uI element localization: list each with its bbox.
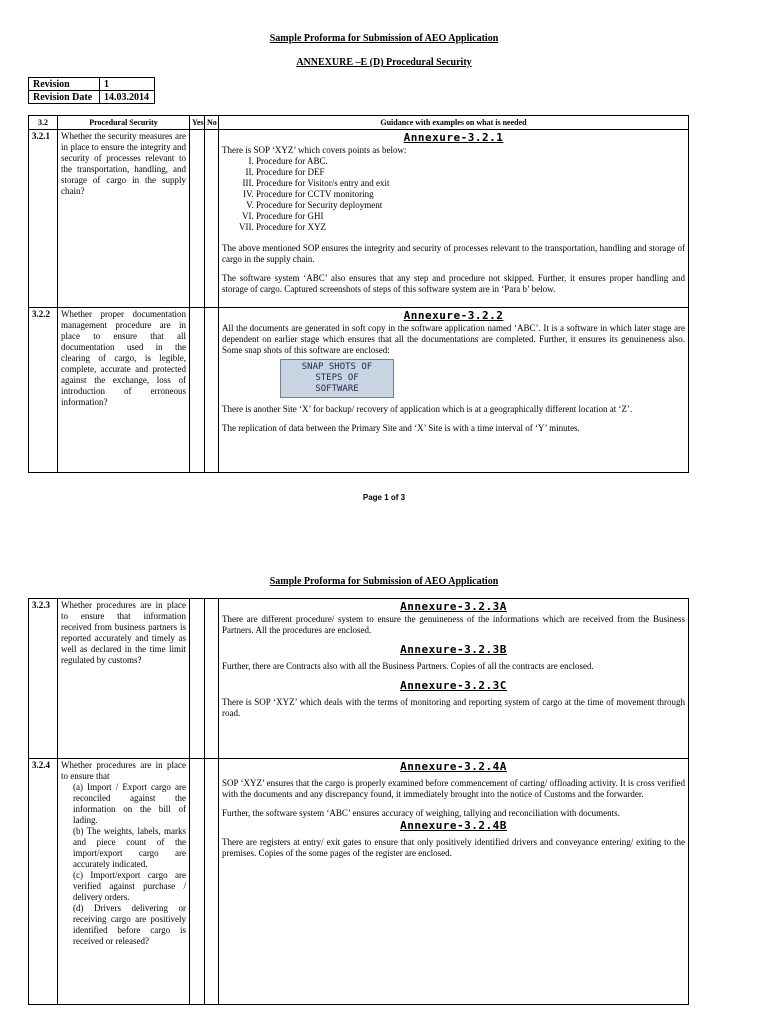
page-title: Sample Proforma for Submission of AEO Application — [269, 33, 499, 44]
table-header-row — [29, 116, 689, 130]
revision-table — [28, 77, 155, 104]
row-question: Whether procedures are in place to ensure that — [61, 760, 186, 781]
guidance-paragraph: There are registers at entry/ exit gates to ensure that only positively identified drivers and conveyance entering/ exiting to the premises. Copies of the some pages of the register are enclosed. — [222, 837, 685, 858]
guidance-paragraph: The replication of data between the Primary Site and ‘X’ Site is with a time interval of ‘Y’ minutes. — [222, 423, 580, 433]
yes-cell — [190, 130, 205, 308]
annexure-subtitle: ANNEXURE –E (D) Procedural Security — [296, 57, 472, 68]
no-cell — [205, 130, 219, 308]
guidance-paragraph: All the documents are generated in soft copy in the software application named ‘ABC’. It is a software in which later stage are dependent on earlier stage which ensures that all the documentations are completed. Further, it ensures its genuineness also. Some snap shots of this software are enclosed: — [222, 323, 685, 355]
list-marker: (d) — [73, 903, 84, 913]
no-cell — [205, 759, 219, 1005]
yes-cell — [190, 759, 205, 1005]
guidance-paragraph: There are different procedure/ system to ensure the genuineness of the informations which are received from the Business Partners. All the procedures are enclosed. — [222, 614, 685, 635]
no-cell — [205, 599, 219, 759]
guidance-paragraph: Further, there are Contracts also with all the Business Partners. Copies of all the contracts are enclosed. — [222, 661, 594, 671]
yes-cell — [190, 308, 205, 473]
list-item: I. Procedure for ABC. — [256, 156, 685, 167]
list-text: Import/export cargo are verified against purchase / delivery orders. — [73, 870, 186, 902]
row-question: Whether the security measures are in place to ensure the integrity and security of processes relevant to the transportation, handling, and storage of cargo in the supply chain? — [58, 130, 190, 308]
sub-question-list — [61, 782, 186, 947]
list-text: The weights, labels, marks and piece count of the import/export cargo are accurately indicated. — [73, 826, 186, 869]
header-topic: Procedural Security — [58, 116, 190, 130]
row-question: Whether procedures are in place to ensure that information received from business partners is reported accurately and timely as well as declared in the time limit regulated by customs? — [58, 599, 190, 759]
row-num: 3.2.1 — [29, 130, 58, 308]
annexure-heading: Annexure-3.2.4A — [400, 760, 507, 773]
list-item: II. Procedure for DEF — [256, 167, 685, 178]
header-guidance: Guidance with examples on what is needed — [219, 116, 689, 130]
page-title: Sample Proforma for Submission of AEO Application — [269, 576, 499, 587]
snapshot-caption: SOFTWARE — [315, 384, 359, 394]
list-marker: (c) — [73, 870, 83, 880]
header-num: 3.2 — [29, 116, 58, 130]
header-no: No — [205, 116, 219, 130]
procedural-security-table-continued — [28, 598, 689, 1005]
header-yes: Yes — [190, 116, 205, 130]
annexure-heading: Annexure-3.2.3A — [400, 600, 507, 613]
revision-label: Revision — [29, 78, 100, 91]
procedural-security-table — [28, 115, 689, 473]
list-text: Import / Export cargo are reconciled against the information on the bill of lading. — [73, 782, 186, 825]
annexure-heading: Annexure-3.2.3B — [400, 643, 507, 656]
row-question-cell — [58, 759, 190, 1005]
annexure-heading: Annexure-3.2.1 — [403, 131, 504, 144]
page-number: Page 1 of 3 — [362, 493, 406, 502]
table-row — [29, 308, 689, 473]
row-question: Whether proper documentation management procedure are in place to ensure that all documentation used in the clearing of cargo, is legible, complete, accurate and protected against the exchange, loss of introduction of erroneous information? — [58, 308, 190, 473]
snapshot-caption: STEPS OF — [315, 373, 359, 383]
yes-cell — [190, 599, 205, 759]
guidance-intro: There is SOP ‘XYZ’ which covers points as below: — [222, 145, 407, 155]
guidance-paragraph: There is another Site ‘X’ for backup/ recovery of application which is at a geographically different location at ‘Z’. — [222, 404, 633, 414]
list-item: VI. Procedure for GHI — [256, 211, 685, 222]
list-item: III. Procedure for Visitor/s entry and exit — [256, 178, 685, 189]
guidance-cell — [219, 308, 689, 473]
snapshot-placeholder-image — [280, 359, 394, 398]
list-item: IV. Procedure for CCTV monitoring — [256, 189, 685, 200]
row-num: 3.2.3 — [29, 599, 58, 759]
guidance-paragraph: The above mentioned SOP ensures the integrity and security of processes relevant to the transportation, handling and storage of cargo in the supply chain. — [222, 243, 685, 264]
list-marker: (a) — [73, 782, 83, 792]
revision-date-label: Revision Date — [29, 91, 100, 104]
guidance-paragraph: There is SOP ‘XYZ’ which deals with the terms of monitoring and reporting system of cargo at the time of movement through road. — [222, 697, 685, 718]
procedure-list — [222, 156, 685, 233]
list-item: VII. Procedure for XYZ — [256, 222, 685, 233]
annexure-heading: Annexure-3.2.2 — [403, 309, 504, 322]
list-item — [73, 903, 186, 947]
list-item — [73, 870, 186, 903]
annexure-heading: Annexure-3.2.3C — [400, 679, 507, 692]
list-item: V. Procedure for Security deployment — [256, 200, 685, 211]
revision-value: 1 — [100, 78, 155, 91]
guidance-cell — [219, 599, 689, 759]
guidance-cell — [219, 130, 689, 308]
list-item — [73, 782, 186, 826]
list-item — [73, 826, 186, 870]
snapshot-caption: SNAP SHOTS OF — [301, 362, 373, 372]
guidance-paragraph: Further, the software system ‘ABC’ ensures accuracy of weighing, tallying and reconciliation with documents. — [222, 808, 620, 818]
guidance-paragraph: The software system ‘ABC’ also ensures that any step and procedure not skipped. Further, it ensures proper handling and storage of cargo. Captured screenshots of steps of this software system are in ‘Para b’ below. — [222, 273, 685, 294]
list-text: Drivers delivering or receiving cargo are positively identified before cargo is received or released? — [73, 903, 187, 946]
guidance-paragraph: SOP ‘XYZ’ ensures that the cargo is properly examined before commencement of carting/ offloading activity. It is cross verified with the documents and any discrepancy found, it immediately brought into the notice of Customs and the forwarder. — [222, 778, 685, 799]
list-marker: (b) — [73, 826, 84, 836]
table-row — [29, 599, 689, 759]
no-cell — [205, 308, 219, 473]
table-row — [29, 759, 689, 1005]
table-row — [29, 130, 689, 308]
guidance-cell — [219, 759, 689, 1005]
annexure-heading: Annexure-3.2.4B — [400, 819, 507, 832]
row-num: 3.2.4 — [29, 759, 58, 1005]
row-num: 3.2.2 — [29, 308, 58, 473]
revision-date-value: 14.03.2014 — [100, 91, 155, 104]
